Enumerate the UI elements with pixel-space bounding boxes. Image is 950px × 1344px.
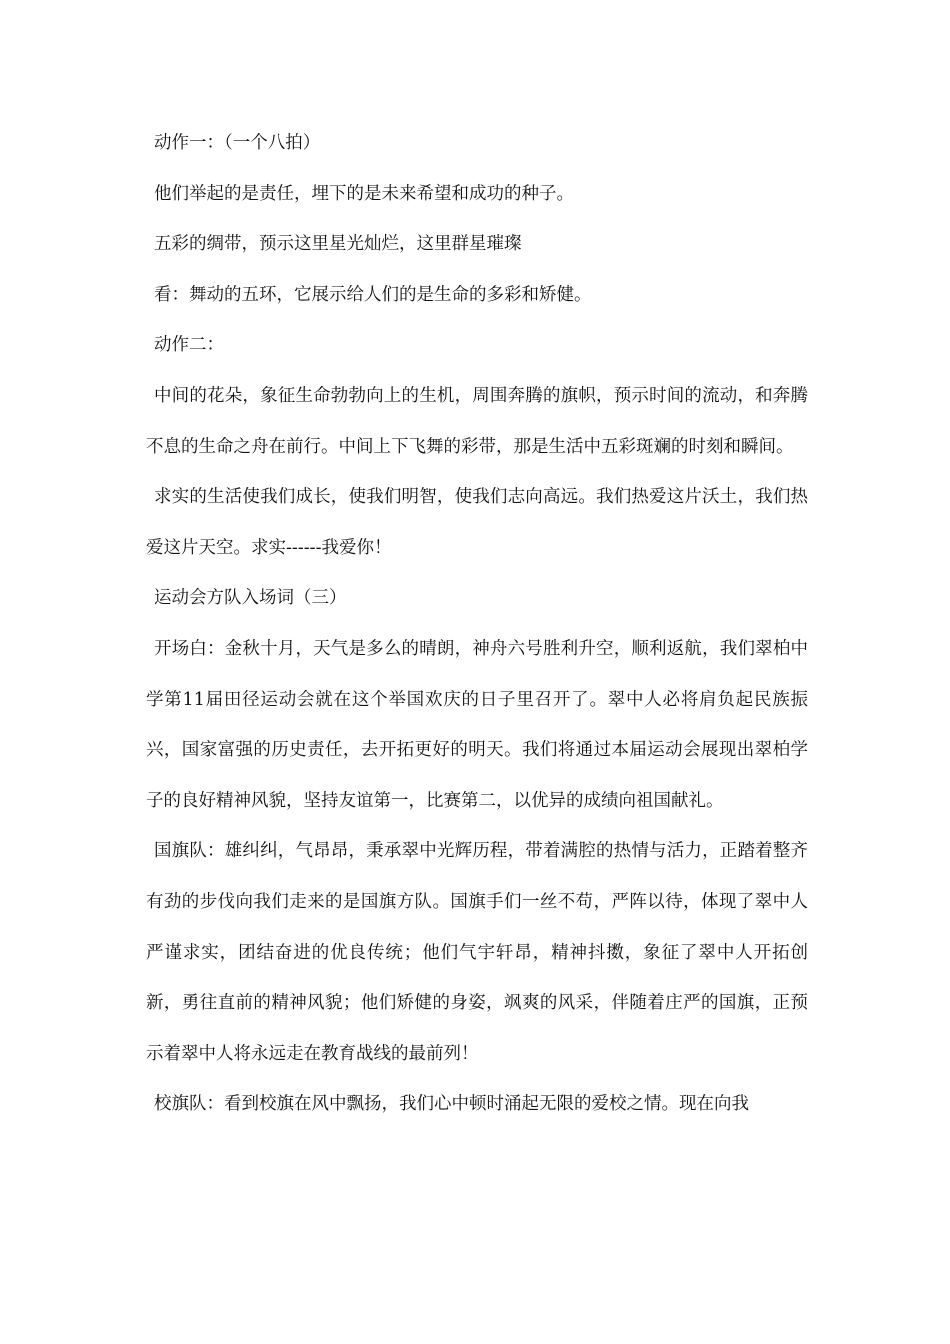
paragraph-action-two: 动作二： <box>154 335 224 356</box>
paragraph-opening: 开场白：金秋十月，天气是多么的晴朗，神舟六号胜利升空，顺利返航，我们翠柏中学第11届田径运动会就在这个举国欢庆的日子里召开了。翠中人必将肩负起民族振兴，国家富强的历史责任，去开拓更好的明天。我们将通过本届运动会展现出翠柏学子的良好精神风貌，坚持友谊第一，比赛第二，以优异的成绩向祖国献礼。 <box>146 638 808 811</box>
document-body <box>146 118 808 1130</box>
paragraph-five-rings: 看：舞动的五环，它展示给人们的是生命的多彩和矫健。 <box>154 284 592 305</box>
paragraph-qiushi-life: 求实的生活使我们成长，使我们明智，使我们志向高远。我们热爱这片沃土，我们热爱这片天空。求实------我爱你！ <box>146 487 808 558</box>
paragraph-school-flag-team: 校旗队：看到校旗在风中飘扬，我们心中顿时涌起无限的爱校之情。现在向我 <box>154 1094 749 1115</box>
paragraph-responsibility: 他们举起的是责任，埋下的是未来希望和成功的种子。 <box>154 183 574 204</box>
paragraph-national-flag-team: 国旗队：雄纠纠，气昂昂，秉承翠中光辉历程，带着满腔的热情与活力，正踏着整齐有劲的步伐向我们走来的是国旗方队。国旗手们一丝不苟，严阵以待，体现了翠中人严谨求实，团结奋进的优良传统；他们气宇轩昂，精神抖擞，象征了翠中人开拓创新，勇往直前的精神风貌；他们矫健的身姿，飒爽的风采，伴随着庄严的国旗，正预示着翠中人将永远走在教育战线的最前列！ <box>146 841 808 1064</box>
paragraph-flowers: 中间的花朵，象征生命勃勃向上的生机，周围奔腾的旗帜，预示时间的流动，和奔腾不息的生命之舟在前行。中间上下飞舞的彩带，那是生活中五彩斑斓的时刻和瞬间。 <box>146 385 808 457</box>
paragraph-ribbon: 五彩的绸带，预示这里星光灿烂，这里群星璀璨 <box>154 234 522 255</box>
section-heading-entrance-words: 运动会方队入场词（三） <box>154 588 347 609</box>
paragraph-action-one: 动作一：（一个八拍） <box>154 133 321 153</box>
